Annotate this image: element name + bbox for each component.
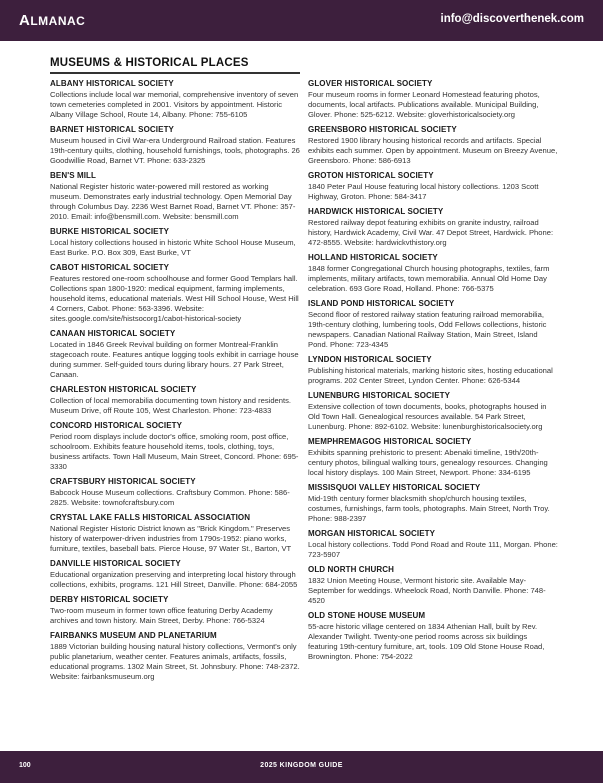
listing-name: CABOT HISTORICAL SOCIETY	[50, 263, 170, 272]
listing-name: MISSISQUOI VALLEY HISTORICAL SOCIETY	[308, 483, 481, 492]
listing-name: GREENSBORO HISTORICAL SOCIETY	[308, 125, 457, 134]
contact-email[interactable]: info@discoverthenek.com	[440, 13, 584, 25]
listing-entry	[308, 171, 558, 202]
listing-description: 1889 Victorian building housing natural history collections, Vermont's only public planetarium, weather center. Features animals, artifacts, fossils, educational programs. 1302 Main Street, St. Johnsbury. Phone: 748-2372. Website: fairbanksmuseum.org	[50, 642, 300, 681]
listing-name: CANAAN HISTORICAL SOCIETY	[50, 329, 176, 338]
listing-entry	[308, 299, 558, 350]
listing-entry	[50, 171, 300, 222]
listing-entry	[50, 631, 300, 682]
listing-name: OLD NORTH CHURCH	[308, 565, 395, 574]
listing-description: National Register historic water-powered mill restored as working museum. Demonstrates early industrial technology. Open Memorial Day through Columbus Day. 2236 West Barnet Road, Barnet VT. Phone: 357-2010. Email: info@bensmill.com. Website: bensmill.com	[50, 182, 296, 221]
listing-description: Second floor of restored railway station featuring railroad memorabilia, 19th-century clothing, lumbering tools, Odd Fellows collections, historic newspapers. Canadian National Railway Station, Main Street, Island Pond. Phone: 723-4345	[308, 310, 547, 349]
listing-entry	[308, 437, 558, 478]
listing-description: Extensive collection of town documents, books, photographs housed in Old Town Hall. Genealogical resources available. 54 Park Street, Lunenburg. Phone: 892-6102. Website: lunenburghistoricalsociety.org	[308, 402, 547, 431]
page-number: 100	[19, 762, 31, 769]
listing-entry	[308, 207, 558, 248]
listing-description: Museum housed in Civil War-era Underground Railroad station. Features 19th-century quilts, clothing, household furnishings, tools, photographs. 26 Goodwillie Road, Barnet VT. Phone: 633-2325	[50, 136, 300, 165]
listing-name: MEMPHREMAGOG HISTORICAL SOCIETY	[308, 437, 472, 446]
listing-name: DANVILLE HISTORICAL SOCIETY	[50, 559, 181, 568]
listing-entry	[50, 559, 300, 590]
listing-entry	[308, 253, 558, 294]
listing-description: Restored 1900 library housing historical records and artifacts. Special exhibits each summer. Open by appointment. Museum on Breezy Avenue, Greensboro. Phone: 586-6913	[308, 136, 558, 165]
listing-description: Mid-19th century former blacksmith shop/church housing textiles, costumes, furnishings, farm tools, photographs. Main Street, North Troy. Phone: 988-2397	[308, 494, 550, 523]
listing-entry	[50, 385, 300, 416]
listing-entry	[50, 421, 300, 472]
listing-description: Two-room museum in former town office featuring Derby Academy archives and town history. Main Street, Derby. Phone: 766-5324	[50, 606, 273, 625]
listing-name: GROTON HISTORICAL SOCIETY	[308, 171, 434, 180]
listing-name: GLOVER HISTORICAL SOCIETY	[308, 79, 433, 88]
listing-entry	[308, 529, 558, 560]
listing-name: CHARLESTON HISTORICAL SOCIETY	[50, 385, 197, 394]
listing-name: CRAFTSBURY HISTORICAL SOCIETY	[50, 477, 196, 486]
listing-entry	[308, 483, 558, 524]
listing-entry	[50, 513, 300, 554]
listing-entry	[308, 79, 558, 120]
listing-name: BARNET HISTORICAL SOCIETY	[50, 125, 174, 134]
section-label-rest: LMANAC	[30, 14, 86, 28]
listing-name: ISLAND POND HISTORICAL SOCIETY	[308, 299, 455, 308]
listing-entry	[50, 263, 300, 324]
listing-name: ALBANY HISTORICAL SOCIETY	[50, 79, 174, 88]
title-divider	[50, 72, 300, 74]
right-column	[308, 79, 558, 667]
listing-description: Restored railway depot featuring exhibits on granite industry, railroad history, Hardwick Academy, Civil War. 47 Depot Street, Hardwick. Phone: 472-8555. Website: hardwickvthistory.org	[308, 218, 554, 247]
listing-name: LUNENBURG HISTORICAL SOCIETY	[308, 391, 451, 400]
listing-name: OLD STONE HOUSE MUSEUM	[308, 611, 426, 620]
listing-description: Exhibits spanning prehistoric to present: Abenaki timeline, 19th/20th-century photos, bilingual walking tours, genealogy resources. Changing local history displays. 100 Main Street, Newport. Phone: 334-6195	[308, 448, 548, 477]
listing-description: 55-acre historic village centered on 1834 Athenian Hall, built by Rev. Alexander Twilight. Twenty-one period rooms across six buildings featuring 19th-century furniture, art, tools. 109 Old Stone House Road, Brownington. Phone: 754-2022	[308, 622, 545, 661]
listing-entry	[50, 125, 300, 166]
listing-description: Collections include local war memorial, comprehensive inventory of seven town cemeteries completed in 2001. Visitors by appointment. Historic Albany Village School, Route 14, Albany. Phone: 755-6105	[50, 90, 299, 119]
listing-entry	[308, 391, 558, 432]
listing-name: BEN'S MILL	[50, 171, 97, 180]
listing-name: DERBY HISTORICAL SOCIETY	[50, 595, 169, 604]
listing-entry	[50, 227, 300, 258]
listing-name: BURKE HISTORICAL SOCIETY	[50, 227, 170, 236]
listing-description: Educational organization preserving and interpreting local history through collections, exhibits, programs. 121 Hill Street, Danville. Phone: 684-2055	[50, 570, 298, 589]
listing-description: Babcock House Museum collections. Craftsbury Common. Phone: 586-2825. Website: townofcraftsbury.com	[50, 488, 290, 507]
listing-description: 1840 Peter Paul House featuring local history collections. 1203 Scott Highway, Groton. Phone: 584-3417	[308, 182, 539, 201]
footer-bar	[0, 751, 603, 783]
left-column	[50, 79, 300, 687]
listing-name: LYNDON HISTORICAL SOCIETY	[308, 355, 432, 364]
listing-name: CRYSTAL LAKE FALLS HISTORICAL ASSOCIATION	[50, 513, 251, 522]
header-bar	[0, 0, 603, 41]
listing-entry	[50, 79, 300, 120]
listing-entry	[50, 329, 300, 380]
listing-entry	[308, 125, 558, 166]
listing-description: National Register Historic District known as "Brick Kingdom." Preserves history of waterpower-driven industries from 1790s-1952: piano works, furniture, textiles, baseball bats. Pierce House, 97 Water St., Barton, VT	[50, 524, 292, 553]
guide-title: 2025 KINGDOM GUIDE	[260, 762, 343, 769]
listing-name: HOLLAND HISTORICAL SOCIETY	[308, 253, 438, 262]
page-title: MUSEUMS & HISTORICAL PLACES	[50, 57, 249, 69]
listing-description: 1832 Union Meeting House, Vermont historic site. Available May-September for weddings. Wheelock Road, North Danville. Phone: 748-4520	[308, 576, 546, 605]
listing-description: Located in 1846 Greek Revival building on former Montreal-Franklin stagecoach route. Features antique logging tools exhibit in carriage house during summer. Self-guided tours during library hours. 27 Park Street, Canaan.	[50, 340, 299, 379]
listing-description: Local history collections. Todd Pond Road and Route 111, Morgan. Phone: 723-5907	[308, 540, 558, 559]
listing-description: Period room displays include doctor's office, smoking room, post office, schoolroom. Exhibits feature household items, tools, clothing, toys, business artifacts. Town Hall Museum, Main Street, Concord. Phone: 695-3330	[50, 432, 299, 471]
listing-description: Publishing historical materials, marking historic sites, hosting educational programs. 202 Center Street, Lyndon Center. Phone: 626-5344	[308, 366, 553, 385]
listing-name: MORGAN HISTORICAL SOCIETY	[308, 529, 436, 538]
listing-description: Features restored one-room schoolhouse and former Good Templars hall. Collections span 1800-1920: medical equipment, farming implements, household items, educational materials. West Hill School House, West Hill 4 Corners, Cabot. Phone: 563-3396. Website: sites.google.com/site/histsocorg1/cabot-historical-society	[50, 274, 299, 323]
listing-entry	[308, 565, 558, 606]
listing-name: HARDWICK HISTORICAL SOCIETY	[308, 207, 444, 216]
listing-description: Collection of local memorabilia documenting town history and residents. Museum Drive, off Route 105, West Charleston. Phone: 723-4833	[50, 396, 292, 415]
listing-description: 1848 former Congregational Church housing photographs, textiles, farm implements, military artifacts, town memorabilia. Annual Old Home Day celebration. 693 Gore Road, Holland. Phone: 766-5375	[308, 264, 550, 293]
listing-name: FAIRBANKS MUSEUM AND PLANETARIUM	[50, 631, 217, 640]
listing-description: Local history collections housed in historic White School House Museum, East Burke. P.O. Box 309, East Burke, VT	[50, 238, 296, 257]
listing-name: CONCORD HISTORICAL SOCIETY	[50, 421, 183, 430]
listing-entry	[308, 355, 558, 386]
listing-description: Four museum rooms in former Leonard Homestead featuring photos, documents, local artifacts. Publications available. Municipal Building, Glover. Phone: 525-6212. Website: gloverhistoricalsociety.org	[308, 90, 540, 119]
section-label-initial: A	[19, 12, 31, 29]
listing-entry	[50, 477, 300, 508]
listing-entry	[308, 611, 558, 662]
section-label	[19, 12, 85, 29]
listing-entry	[50, 595, 300, 626]
